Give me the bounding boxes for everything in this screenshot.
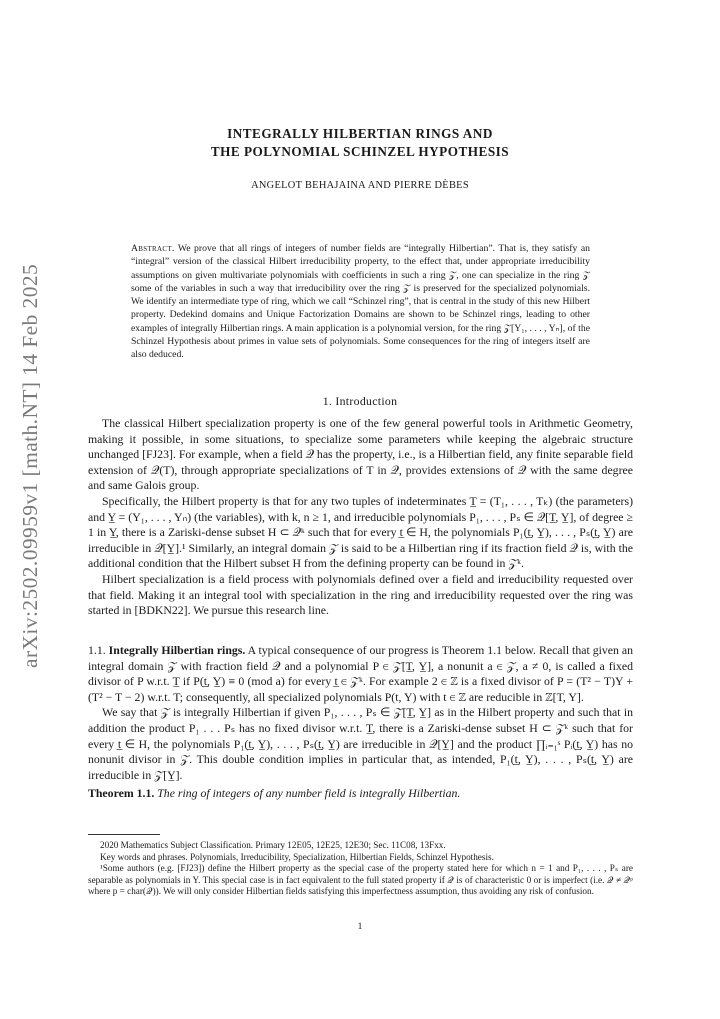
page-number: 1 — [357, 922, 363, 932]
abstract-label: Abstract. — [131, 243, 175, 254]
subsection-title: Integrally Hilbertian rings. — [108, 643, 246, 657]
intro-paragraph-1: The classical Hilbert specialization property is one of the few general powerful tools in Arithmetic Geometry, making it possible, in some situations, to specialize some parameters while keeping the algebraic structure unchanged [FJ23]. For example, when a field 𝒬 has the property, i.e., is a Hilbertian field, any finite separable field extension of 𝒬(T), through appropriate specializations of T in 𝒬, provides extensions of 𝒬 with the same degree and same Galois group. — [88, 416, 633, 493]
footnote-msc: 2020 Mathematics Subject Classification. Primary 12E05, 12E25, 12E30; Sec. 11C08, 13Fxx. — [100, 840, 446, 850]
theorem-1-1 — [88, 786, 633, 802]
intro-paragraph-2: Specifically, the Hilbert property is that for any two tuples of indeterminates T̲ = (T₁, . . . , Tₖ) (the parameters) and Y̲ = (Y₁, . . . , Yₙ) (the variables), with k, n ≥ 1, and irreducible polynomials P₁, . . . , Pₛ ∈ 𝒬[T̲, Y̲], of degree ≥ 1 in Y̲, there is a Zariski-dense subset H ⊂ 𝒬ᵏ such that for every t̲ ∈ H, the polynomials P₁(t̲, Y̲), . . . , Pₛ(t̲, Y̲) are irreducible in 𝒬[Y̲].¹ Similarly, an integral domain 𝒵 is said to be a Hilbertian ring if its fraction field 𝒬 is, with the additional condition that the Hilbert subset H from the defining property can be found in 𝒵ᵏ. — [88, 493, 633, 571]
footnote-rule — [88, 834, 160, 835]
subsection-paragraph-2: We say that 𝒵 is integrally Hilbertian if given P₁, . . . , Pₛ ∈ 𝒵[T̲, Y̲] as in the Hilbert property and such that in addition the product P₁ . . . Pₛ has no fixed divisor w.r.t. T̲, there is a Zariski-dense subset H ⊂ 𝒵ᵏ such that for every t̲ ∈ H, the polynomials P₁(t̲, Y̲), . . . , Pₛ(t̲, Y̲) are irreducible in 𝒬[Y̲] and the product ∏ᵢ₌₁ˢ Pᵢ(t̲, Y̲) has no nonunit divisor in 𝒵. This double condition implies in particular that, as intended, P₁(t̲, Y̲), . . . , Pₛ(t̲, Y̲) are irreducible in 𝒵[Y̲]. — [88, 705, 633, 782]
abstract-text: We prove that all rings of integers of number fields are “integrally Hilbertian”. That is, they satisfy an “integral” version of the classical Hilbert irreducibility property, to the effect that, under appropriate irreducibility assumptions on given multivariate polynomials with coefficients in such a ring 𝒵, one can specialize in the ring 𝒵 some of the variables in such a way that irreducibility over the ring 𝒵 is preserved for the specialized polynomials. We identify an intermediate type of ring, which we call “Schinzel ring”, that is central in the study of this new Hilbert property. Dedekind domains and Unique Factorization Domains are shown to be Schinzel rings, leading to other examples of integrally Hilbertian rings. A main application is a polynomial version, for the ring 𝒵[Y₁, . . . , Yₙ], of the Schinzel Hypothesis about primes in value sets of polynomials. Some consequences for the ring of integers itself are also deduced. — [131, 243, 590, 361]
subsection-number: 1.1. — [88, 643, 106, 657]
intro-paragraph-3: Hilbert specialization is a field process with polynomials defined over a field and irreducibility requested over that field. Making it an integral tool with specialization in the ring and irreducibility requested over the ring was started in [BDKN22]. We pursue this research line. — [88, 571, 633, 618]
subsection-text-1: A typical consequence of our progress is Theorem 1.1 below. Recall that given an integral domain 𝒵 with fraction field 𝒬 and a polynomial P ∈ 𝒵[T̲, Y̲], a nonunit a ∈ 𝒵, a ≠ 0, is called a fixed divisor of P w.r.t. T̲ if P(t̲, Y̲) ≡ 0 (mod a) for every t̲ ∈ 𝒵ᵏ. For example 2 ∈ ℤ is a fixed divisor of P = (T² − T)Y + (T² − T − 2) w.r.t. T; consequently, all specialized polynomials P(t, Y) with t ∈ ℤ are reducible in ℤ[T, Y]. — [88, 643, 633, 704]
authors: ANGELOT BEHAJAINA AND PIERRE DÈBES — [251, 180, 469, 191]
paper-title — [0, 125, 720, 161]
arxiv-identifier-stamp: arXiv:2502.09959v1 [math.NT] 14 Feb 2025 — [18, 263, 42, 668]
introduction-body — [88, 416, 633, 619]
subsection-integrally-hilbertian — [88, 643, 633, 802]
footnote-keywords: Key words and phrases. Polynomials, Irreducibility, Specialization, Hilbertian Fields, Schinzel Hypothesis. — [100, 851, 494, 862]
title-line-1: INTEGRALLY HILBERTIAN RINGS AND — [227, 126, 493, 141]
section-heading-introduction: 1. Introduction — [322, 394, 398, 408]
theorem-label: Theorem 1.1. — [88, 786, 155, 801]
subsection-paragraph-1 — [88, 643, 633, 705]
footnotes — [88, 840, 633, 898]
footnote-1: ¹Some authors (e.g. [FJ23]) define the Hilbert property as the special case of the property stated here for which n = 1 and P₁, . . . , Pₛ are separable as polynomials in Y. This special case is in fact equivalent to the full stated property if 𝒬 is of characteristic 0 or is imperfect (i.e. 𝒬 ≠ 𝒬ᵖ where p = char(𝒬)). We will only consider Hilbertian fields satisfying this imperfectness assumption, thus avoiding any risk of confusion. — [88, 863, 633, 897]
title-line-2: THE POLYNOMIAL SCHINZEL HYPOTHESIS — [210, 144, 510, 159]
theorem-statement: The ring of integers of any number field is integrally Hilbertian. — [157, 786, 461, 801]
abstract — [131, 242, 590, 362]
